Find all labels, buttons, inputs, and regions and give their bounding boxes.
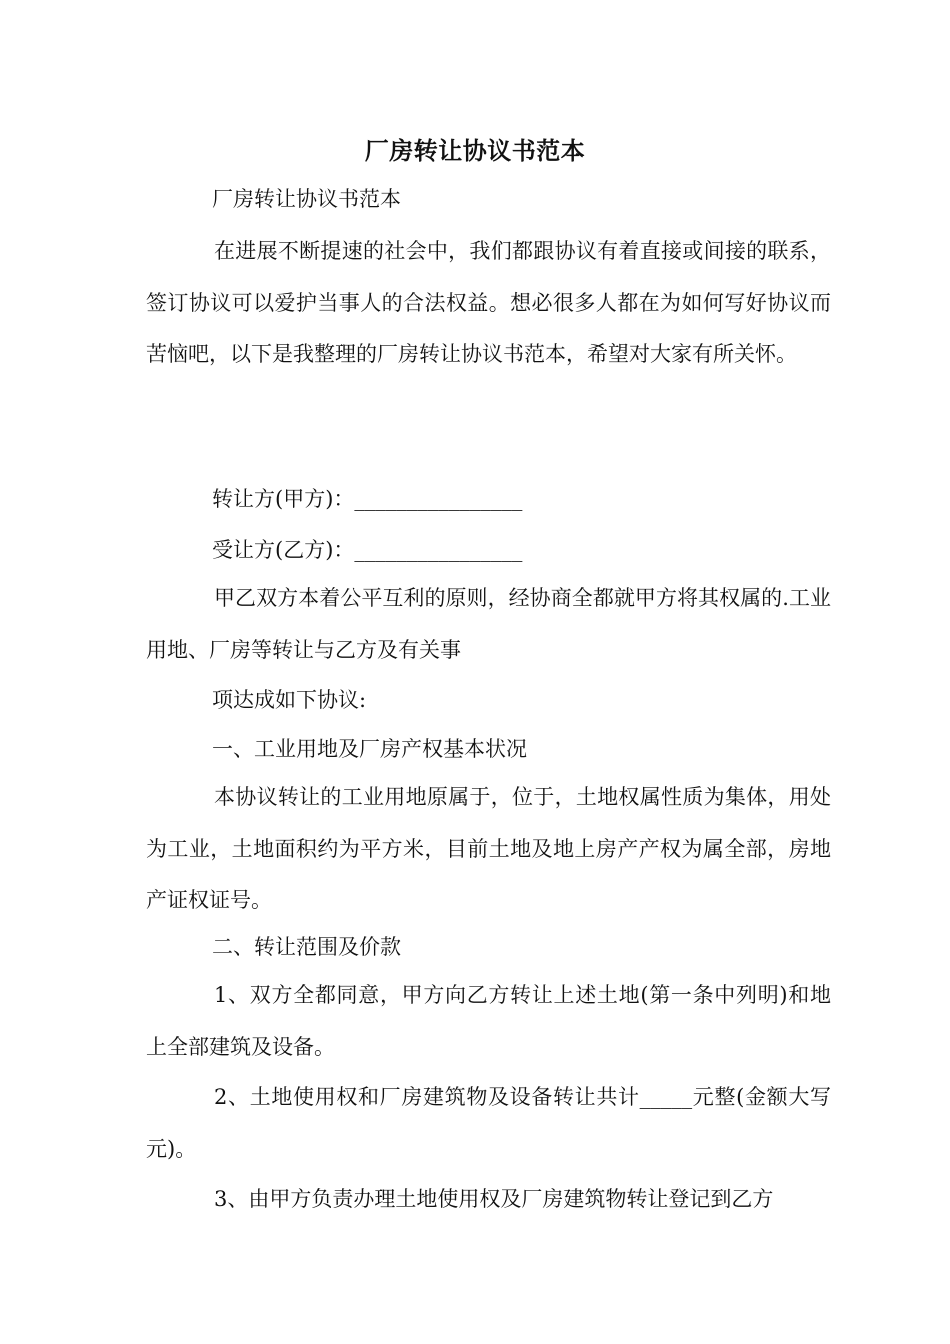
item-3-paragraph: 3、由甲方负责办理土地使用权及厂房建筑物转让登记到乙方 [214, 1187, 774, 1211]
item-1-paragraph: 1、双方全都同意，甲方向乙方转让上述土地(第一条中列明)和地上全部建筑及设备。 [146, 983, 831, 1059]
document-title: 厂房转让协议书范本 [364, 136, 586, 165]
party-a-line: 转让方(甲方)：________________ [212, 487, 523, 511]
clause-intro-end: 项达成如下协议: [212, 688, 367, 712]
section-1-body: 本协议转让的工业用地原属于，位于，土地权属性质为集体，用处为工业，土地面积约为平方米，目前土地及地上房产产权为属全部，房地产证权证号。 [146, 785, 831, 912]
clause-intro-paragraph: 甲乙双方本着公平互利的原则，经协商全都就甲方将其权属的.工业用地、厂房等转让与乙方及有关事 [146, 586, 831, 662]
section-2-title: 二、转让范围及价款 [212, 935, 401, 959]
section-1-title: 一、工业用地及厂房产权基本状况 [212, 737, 527, 761]
item-2-paragraph: 2、土地使用权和厂房建筑物及设备转让共计_____元整(金额大写元)。 [146, 1085, 831, 1161]
document-subtitle: 厂房转让协议书范本 [212, 187, 401, 211]
intro-paragraph: 在进展不断提速的社会中，我们都跟协议有着直接或间接的联系，签订协议可以爱护当事人的合法权益。想必很多人都在为如何写好协议而苦恼吧，以下是我整理的厂房转让协议书范本，希望对大家有所关怀。 [146, 239, 831, 366]
party-b-line: 受让方(乙方)：________________ [212, 538, 523, 562]
